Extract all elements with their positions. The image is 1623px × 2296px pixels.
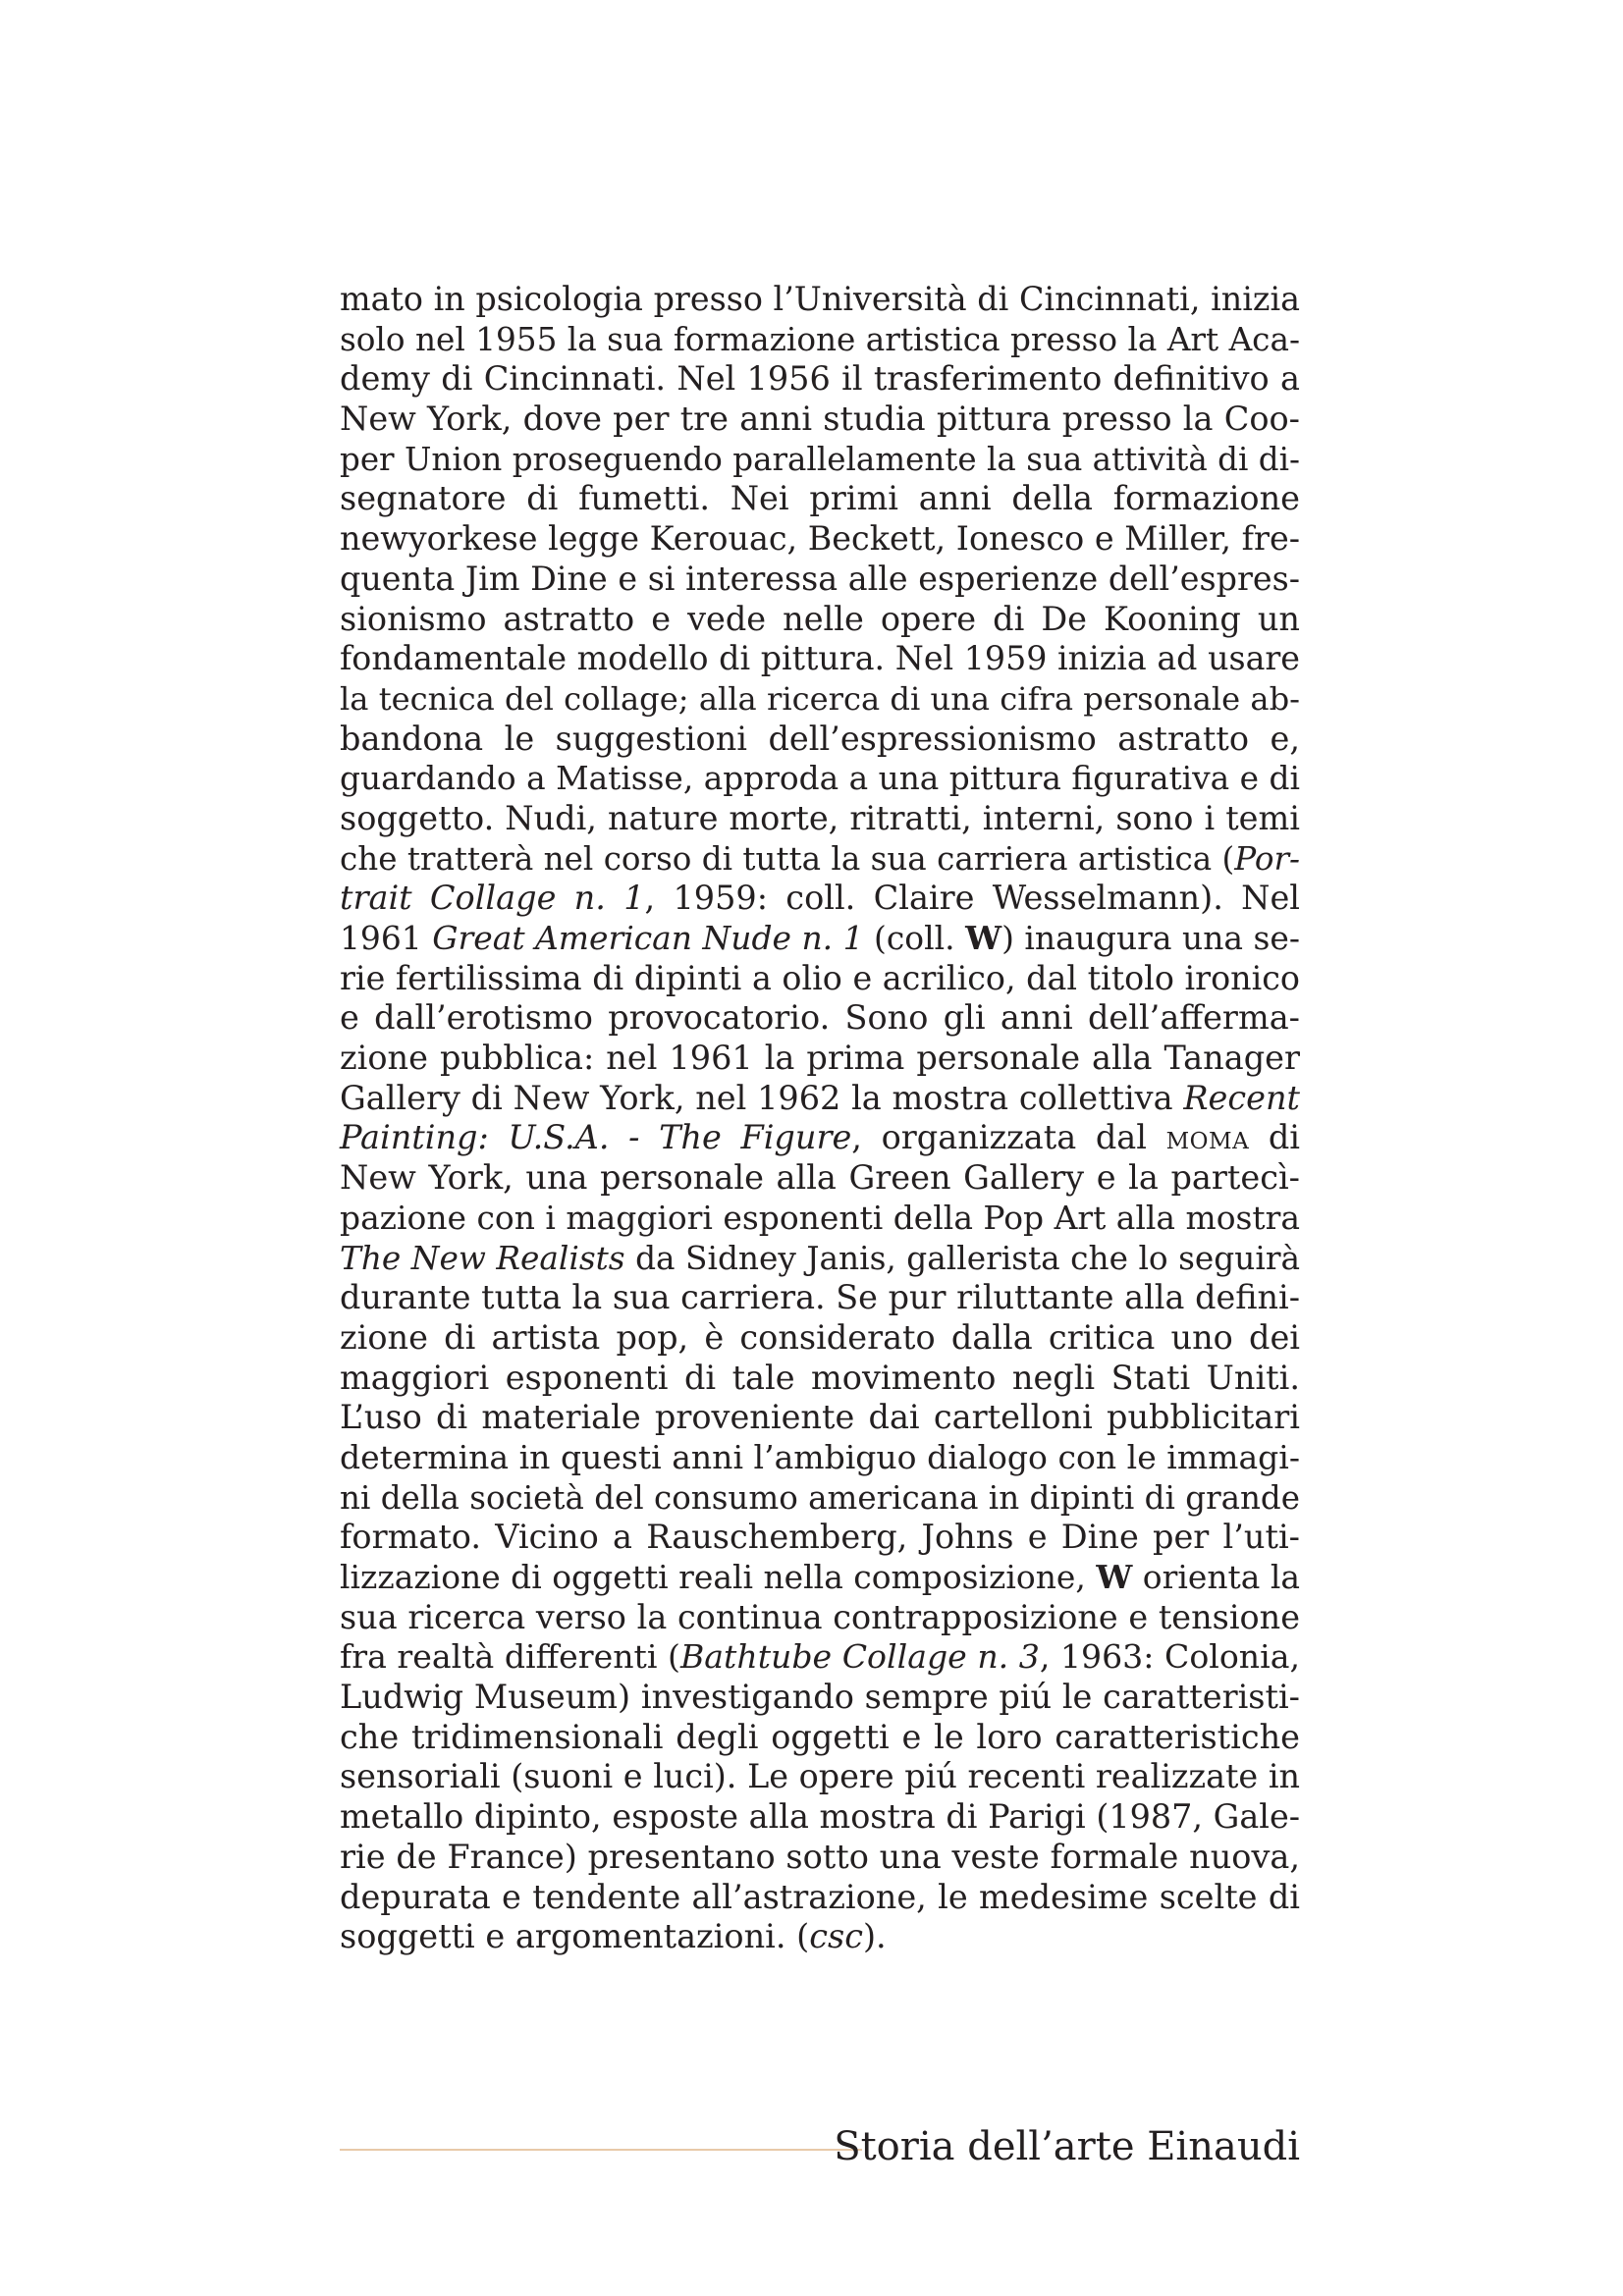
text-segment: per Union proseguendo parallelamente la sua attività di di- (340, 440, 1300, 478)
text-line (340, 560, 1300, 600)
text-segment: rie de France) presentano sotto una veste formale nuova, (340, 1837, 1300, 1876)
text-segment: zione pubblica: nel 1961 la prima personale alla Tanager (340, 1039, 1300, 1078)
text-line (340, 1518, 1300, 1558)
text-line (340, 1239, 1300, 1279)
text-segment: da Sidney Janis, gallerista che lo seguirà (624, 1239, 1300, 1277)
text-segment: Ludwig Museum) investigando sempre piú le caratteristi- (340, 1678, 1300, 1717)
text-segment: Bathtube Collage n. 3 (679, 1637, 1040, 1677)
text-line (340, 1079, 1300, 1119)
text-line (340, 1118, 1300, 1158)
text-line (340, 1598, 1300, 1638)
text-line (340, 280, 1300, 320)
text-segment: guardando a Matisse, approda a una pittura figurativa e di (340, 760, 1300, 798)
text-segment: L’uso di materiale proveniente dai cartelloni pubblicitari (340, 1398, 1300, 1437)
text-segment: metallo dipinto, esposte alla mostra di Parigi (1987, Gale- (340, 1797, 1300, 1837)
text-segment: trait Collage n. 1 (340, 879, 645, 918)
text-line (340, 959, 1300, 999)
text-segment: pazione con i maggiori esponenti della Pop Art alla mostra (340, 1198, 1300, 1237)
text-line (340, 720, 1300, 760)
text-line (340, 320, 1300, 360)
text-segment: Recent (1183, 1078, 1300, 1117)
text-segment: maggiori esponenti di tale movimento negli Stati Uniti. (340, 1358, 1300, 1397)
text-segment: di (1249, 1118, 1300, 1157)
text-segment: che tridimensionali degli oggetti e le loro caratteristiche (340, 1717, 1300, 1756)
text-segment: sua ricerca verso la continua contrapposizione e tensione (340, 1597, 1300, 1636)
text-line (340, 1359, 1300, 1399)
text-segment: New York, una personale alla Green Gallery e la partecì- (340, 1158, 1300, 1198)
text-segment: fra realtà differenti ( (340, 1637, 680, 1677)
text-line (340, 799, 1300, 839)
text-line (340, 1039, 1300, 1079)
text-segment: soggetti e argomentazioni. ( (340, 1917, 810, 1956)
text-line (340, 919, 1300, 959)
text-segment: newyorkese legge Kerouac, Beckett, Ionesco e Miller, fre- (340, 519, 1300, 559)
text-line (340, 998, 1300, 1039)
text-segment: Por- (1234, 839, 1300, 878)
text-line (340, 639, 1300, 679)
text-line (340, 679, 1300, 720)
page-footer (340, 2122, 1300, 2171)
text-line (340, 1199, 1300, 1239)
footer-rule (340, 2149, 862, 2151)
text-segment: Painting: U.S.A. - The Figure (340, 1118, 852, 1157)
text-line (340, 359, 1300, 400)
text-segment: (coll. (863, 919, 966, 957)
footer-title: Storia dell’arte Einaudi (834, 2124, 1300, 2169)
text-segment: mato in psicologia presso l’Università di Cincinnati, inizia (340, 280, 1300, 318)
text-segment: zione di artista pop, è considerato dalla critica uno dei (340, 1317, 1300, 1357)
text-segment: e dall’erotismo provocatorio. Sono gli anni dell’afferma- (340, 998, 1300, 1038)
text-segment: formato. Vicino a Rauschemberg, Johns e Dine per l’uti- (340, 1518, 1300, 1557)
text-line (340, 759, 1300, 799)
text-line (340, 1878, 1300, 1918)
text-line (340, 1318, 1300, 1359)
text-segment: , organizzata dal (851, 1118, 1166, 1157)
text-line (340, 1558, 1300, 1598)
text-segment: rie fertilissima di dipinti a olio e acrilico, dal titolo ironico (340, 958, 1300, 997)
text-line (340, 1438, 1300, 1478)
text-segment: Great American Nude n. 1 (432, 919, 864, 957)
text-line (340, 440, 1300, 480)
text-segment: ni della società del consumo americana in dipinti di grande (340, 1478, 1300, 1517)
text-segment: la tecnica del collage; alla ricerca di una cifra personale ab- (340, 679, 1300, 718)
text-line (340, 479, 1300, 519)
text-segment: csc (809, 1917, 863, 1956)
text-segment: depurata e tendente all’astrazione, le medesime scelte di (340, 1877, 1300, 1916)
text-segment: , 1963: Colonia, (1039, 1637, 1301, 1677)
text-line (340, 879, 1300, 919)
text-segment: durante tutta la sua carriera. Se pur riluttante alla defini- (340, 1278, 1300, 1317)
text-line (340, 519, 1300, 560)
text-segment: W (1096, 1558, 1133, 1596)
text-line (340, 1838, 1300, 1878)
text-segment: sionismo astratto e vede nelle opere di De Kooning un (340, 599, 1300, 638)
text-line (340, 1718, 1300, 1758)
text-segment: solo nel 1955 la sua formazione artistica presso la Art Aca- (340, 320, 1300, 358)
text-segment: fondamentale modello di pittura. Nel 1959 inizia ad usare (340, 639, 1300, 678)
text-segment: 1961 (340, 919, 433, 957)
text-segment: segnatore di fumetti. Nei primi anni della formazione (340, 479, 1300, 518)
text-line (340, 839, 1300, 880)
text-line (340, 1398, 1300, 1438)
text-line (340, 1158, 1300, 1199)
body-text (340, 280, 1300, 1957)
text-segment: ) inaugura una se- (1001, 919, 1300, 957)
text-segment: bandona le suggestioni dell’espressionismo astratto e, (340, 719, 1300, 758)
text-segment: sensoriali (suoni e luci). Le opere piú recenti realizzate in (340, 1757, 1300, 1796)
text-segment: ). (862, 1917, 887, 1956)
text-segment: The New Realists (340, 1239, 625, 1277)
text-segment: soggetto. Nudi, nature morte, ritratti, interni, sono i temi (340, 798, 1300, 837)
text-line (340, 1917, 1300, 1957)
text-segment: orienta la (1132, 1558, 1300, 1596)
text-segment: quenta Jim Dine e si interessa alle esperienze dell’espres- (340, 559, 1300, 598)
text-segment: determina in questi anni l’ambiguo dialogo con le immagi- (340, 1437, 1300, 1476)
text-line (340, 1797, 1300, 1838)
text-segment: moma (1165, 1118, 1250, 1157)
text-line (340, 1678, 1300, 1718)
text-segment: Gallery di New York, nel 1962 la mostra collettiva (340, 1078, 1184, 1117)
text-line (340, 600, 1300, 640)
text-segment: che tratterà nel corso di tutta la sua carriera artistica ( (340, 839, 1235, 878)
text-line (340, 1478, 1300, 1519)
text-line (340, 1757, 1300, 1797)
text-segment: demy di Cincinnati. Nel 1956 il trasferimento definitivo a (340, 359, 1300, 399)
text-line (340, 1278, 1300, 1318)
text-segment: New York, dove per tre anni studia pittura presso la Coo- (340, 400, 1300, 439)
text-segment: , 1959: coll. Claire Wesselmann). Nel (644, 879, 1300, 918)
text-line (340, 1637, 1300, 1678)
text-segment: W (965, 919, 1002, 957)
text-line (340, 400, 1300, 440)
text-segment: lizzazione di oggetti reali nella composizione, (340, 1558, 1097, 1596)
